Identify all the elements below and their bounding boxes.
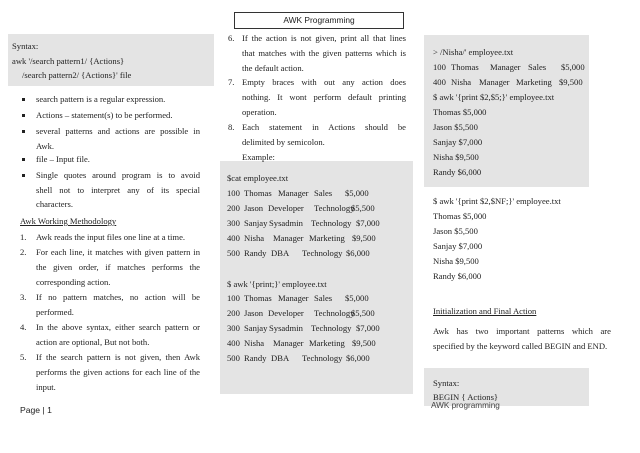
init-text: Awk has two important patterns which are [433, 326, 611, 336]
step-number: 4. [20, 322, 27, 332]
step-text: In the above syntax, either search pattern or [36, 322, 200, 332]
output-line: Thomas $5,000 [433, 211, 487, 221]
printnf-command: $ awk '{print $2,$NF;}' employee.txt [433, 196, 561, 206]
table-cell: 500 [227, 353, 240, 363]
table-cell: Manager [278, 293, 309, 303]
table-cell: $7,000 [356, 323, 380, 333]
table-cell: Manager [273, 338, 304, 348]
table-cell: DBA [271, 353, 290, 363]
table-cell: Thomas [451, 62, 479, 72]
step-text: Empty braces with out any action does [242, 77, 406, 87]
table-cell: 200 [227, 203, 240, 213]
table-cell: $5,500 [351, 203, 375, 213]
methodology-title: Awk Working Methodology [20, 216, 117, 226]
table-cell: 300 [227, 218, 240, 228]
list-bullet [22, 130, 25, 133]
list-bullet [22, 158, 25, 161]
table-cell: Manager [273, 233, 304, 243]
syntax-line-2: /search pattern2/ {Actions}' file [22, 70, 132, 80]
table-cell: Technology [314, 203, 355, 213]
step-text: If no pattern matches, no action will be [36, 292, 200, 302]
example-label: Example: [242, 152, 275, 162]
table-cell: 200 [227, 308, 240, 318]
step-text: corresponding action. [36, 277, 111, 287]
table-cell: Technology [311, 218, 352, 228]
table-cell: $5,000 [561, 62, 585, 72]
output-line: Nisha $9,500 [433, 256, 479, 266]
step-number: 8. [228, 122, 235, 132]
table-cell: 400 [227, 338, 240, 348]
table-cell: Developer [268, 308, 304, 318]
step-number: 2. [20, 247, 27, 257]
step-text: If the search pattern is not given, then Awk [36, 352, 200, 362]
table-cell: Sanjay [244, 218, 268, 228]
table-cell: 100 [227, 188, 240, 198]
step-number: 5. [20, 352, 27, 362]
print-command: $ awk '{print;}' employee.txt [227, 279, 327, 289]
step-text: delimited by semicolon. [242, 137, 325, 147]
output-line: Thomas $5,000 [433, 107, 487, 117]
right-syntax-title: Syntax: [433, 378, 460, 388]
output-line: Sanjay $7,000 [433, 137, 483, 147]
print2-command: $ awk '{print $2,$5;}' employee.txt [433, 92, 555, 102]
table-cell: 400 [433, 77, 446, 87]
bullet-text: Awk. [36, 140, 55, 151]
syntax-title: Syntax: [12, 41, 39, 51]
bullet-text: several patterns and actions are possible in [36, 126, 200, 136]
table-cell: Sysadmin [269, 218, 303, 228]
table-cell: Technology [311, 323, 352, 333]
table-cell: Nisha [244, 338, 265, 348]
step-text: that matches with the given patterns which is [242, 48, 406, 58]
table-cell: Sales [528, 62, 547, 72]
cut-footer-wrap [431, 401, 501, 412]
table-cell: Technology [314, 308, 355, 318]
table-cell: Nisha [244, 233, 265, 243]
bullet-text: characters. [36, 199, 73, 209]
table-cell: Technology [302, 353, 343, 363]
table-cell: $5,000 [345, 293, 369, 303]
nisha-command: > /Nisha/' employee.txt [433, 47, 514, 57]
table-cell: 100 [227, 293, 240, 303]
table-cell: Sysadmin [269, 323, 303, 333]
table-cell: Manager [490, 62, 521, 72]
step-text: the default action. [242, 63, 304, 73]
page-number: Page | 1 [20, 405, 52, 415]
table-cell: $7,000 [356, 218, 380, 228]
table-cell: DBA [271, 248, 290, 258]
table-cell: 100 [433, 62, 446, 72]
table-cell: $9,500 [352, 338, 376, 348]
init-title: Initialization and Final Action [433, 306, 537, 316]
bullet-text: file – Input file. [36, 154, 90, 164]
output-line: Randy $6,000 [433, 167, 482, 177]
step-text: performed. [36, 307, 74, 317]
right-syntax-line: BEGIN { Actions} [433, 392, 499, 402]
table-cell: $9,500 [352, 233, 376, 243]
step-text: If the action is not given, print all that lines [242, 33, 406, 43]
table-cell: Marketing [516, 77, 552, 87]
table-cell: $5,000 [345, 188, 369, 198]
table-cell: $6,000 [346, 248, 370, 258]
bullet-text: shell not to interpret any of its special [36, 184, 200, 195]
table-cell: Manager [278, 188, 309, 198]
step-number: 7. [228, 77, 235, 87]
table-cell: Manager [479, 77, 510, 87]
page-header-title: AWK Programming [234, 12, 404, 29]
bullet-text: search pattern is a regular expression. [36, 94, 166, 104]
table-cell: Jason [244, 203, 264, 213]
table-cell: Sales [314, 293, 333, 303]
table-cell: Developer [268, 203, 304, 213]
table-cell: 300 [227, 323, 240, 333]
step-text: Awk reads the input files one line at a time. [36, 232, 186, 242]
step-text: Each statement in Actions should be [242, 122, 406, 132]
cat-command: $cat employee.txt [227, 173, 289, 183]
table-cell: $6,000 [346, 353, 370, 363]
step-text: For each line, it matches with given pattern in [36, 247, 200, 257]
syntax-line-1: awk '/search pattern1/ {Actions} [12, 56, 125, 66]
table-cell: Marketing [309, 338, 345, 348]
bullet-text: Actions – statement(s) to be performed. [36, 110, 173, 120]
step-text: operation. [242, 107, 277, 117]
table-cell: 400 [227, 233, 240, 243]
step-text: input. [36, 382, 56, 392]
table-cell: Marketing [309, 233, 345, 243]
output-line: Sanjay $7,000 [433, 241, 483, 251]
output-line: Jason $5,500 [433, 226, 478, 236]
step-text: action are optional, But not both. [36, 337, 150, 347]
table-cell: $5,500 [351, 308, 375, 318]
table-cell: Sales [314, 188, 333, 198]
step-text: the given order, if matches performs the [36, 262, 200, 272]
step-number: 6. [228, 33, 235, 43]
table-cell: Thomas [244, 293, 272, 303]
table-cell: Thomas [244, 188, 272, 198]
output-line: Jason $5,500 [433, 122, 478, 132]
step-number: 3. [20, 292, 27, 302]
table-cell: Nisha [451, 77, 472, 87]
table-cell: 500 [227, 248, 240, 258]
step-text: performs the given actions for each line of the [36, 367, 200, 377]
cut-footer-text: AWK programming [431, 401, 500, 410]
list-bullet [22, 98, 25, 101]
output-line: Randy $6,000 [433, 271, 482, 281]
list-bullet [22, 174, 25, 177]
step-text: nothing. It wont perform default printing [242, 92, 406, 102]
output-line: Nisha $9,500 [433, 152, 479, 162]
table-cell: $9,500 [559, 77, 583, 87]
init-text: specified by the keyword called BEGIN and END. [433, 341, 608, 351]
list-bullet [22, 114, 25, 117]
table-cell: Jason [244, 308, 264, 318]
table-cell: Sanjay [244, 323, 268, 333]
bullet-text: Single quotes around program is to avoid [36, 170, 200, 180]
table-cell: Randy [244, 248, 267, 258]
table-cell: Randy [244, 353, 267, 363]
step-number: 1. [20, 232, 27, 242]
table-cell: Technology [302, 248, 343, 258]
